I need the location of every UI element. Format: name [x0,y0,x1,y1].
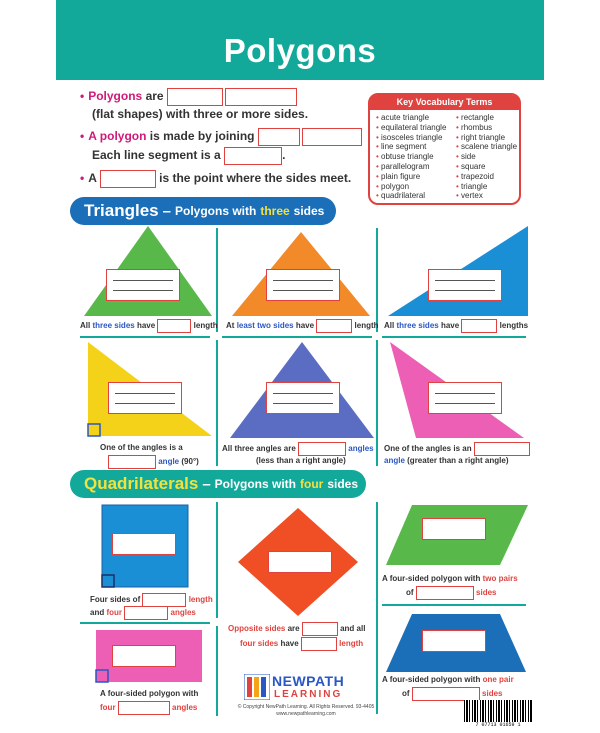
caption-isosceles: At least two sides have length [226,319,379,333]
bullet-dot-icon: • [80,129,85,144]
caption-equilateral: All three sides have length [80,319,218,333]
caption-right: One of the angles is a [100,443,183,452]
vocab-term: • square [456,162,517,172]
blank-box[interactable] [316,319,352,333]
blank-box[interactable] [167,88,223,106]
quadrilaterals-heading: Quadrilaterals – Polygons with four sides [70,470,366,498]
vocab-term: • line segment [376,142,446,152]
answer-box[interactable] [422,518,486,540]
answer-box[interactable] [112,533,176,555]
bullet-2-line2: Each line segment is a . [92,147,285,165]
poster [56,0,544,733]
answer-box[interactable] [428,269,502,301]
grid-divider [216,626,218,716]
blank-box[interactable] [118,701,170,715]
blank-box[interactable] [100,170,156,188]
caption-rectangle-2: four angles [100,701,197,715]
grid-divider [80,336,210,338]
caption-obtuse: One of the angles is an [384,442,530,456]
answer-box[interactable] [108,382,182,414]
answer-box[interactable] [266,269,340,301]
bullet-3: • A is the point where the sides meet. [80,170,351,188]
vocab-term: • plain figure [376,172,446,182]
caption-trapezoid-2: of sides [402,687,503,701]
vocabulary-column-2 [456,113,517,201]
triangles-heading: Triangles – Polygons with three sides [70,197,336,225]
copyright: © Copyright NewPath Learning. All Rights Reserved. 93-4405 www.newpathlearning.com [237,704,375,717]
caption-square-2: and four angles [90,606,196,620]
blank-box[interactable] [225,88,297,106]
blank-box[interactable] [224,147,282,165]
logo-text: NEWPATH [272,673,345,689]
answer-box[interactable] [266,382,340,414]
grid-divider [376,228,378,332]
blank-box[interactable] [461,319,497,333]
answer-box[interactable] [106,269,180,301]
vocabulary-title: Key Vocabulary Terms [370,95,519,110]
page-title: Polygons [223,32,377,69]
vocab-term: • polygon [376,182,446,192]
blank-box[interactable] [298,442,346,456]
blank-box[interactable] [258,128,300,146]
bullet-2: • A polygon is made by joining [80,128,362,146]
vocab-term: • triangle [456,182,517,192]
caption-square: Four sides of length [90,593,213,607]
bullet-dot-icon: • [80,171,85,186]
caption-scalene: All three sides have lengths [384,319,528,333]
bullet-dot-icon: • [80,89,85,104]
grid-divider [222,336,372,338]
vocabulary-column-1 [376,113,446,201]
barcode [464,700,532,722]
vocab-term: • obtuse triangle [376,152,446,162]
blank-box[interactable] [302,622,338,636]
caption-acute-2: (less than a right angle) [256,456,346,465]
blank-box[interactable] [412,687,480,701]
grid-divider [376,610,378,714]
answer-box[interactable] [428,382,502,414]
blank-box[interactable] [416,586,474,600]
vocab-term: • rhombus [456,123,517,133]
vocab-term: • side [456,152,517,162]
caption-parallelogram: A four-sided polygon with two pairs [382,574,518,583]
barcode-number: 7 07713 01659 1 [475,722,521,728]
vocab-term: • scalene triangle [456,142,517,152]
vocab-term: • vertex [456,191,517,201]
logo-mark-icon [244,674,270,700]
caption-parallelogram-2: of sides [406,586,497,600]
caption-acute: All three angles are angles [222,442,374,456]
vocab-term: • quadrilateral [376,191,446,201]
blank-box[interactable] [124,606,168,620]
grid-divider [216,340,218,466]
vocabulary-box [368,93,521,205]
caption-rectangle: A four-sided polygon with [100,689,199,698]
vocab-term: • isosceles triangle [376,133,446,143]
grid-divider [382,336,526,338]
blank-box[interactable] [157,319,191,333]
newpath-logo [244,672,354,704]
grid-divider [376,502,378,618]
grid-divider [216,502,218,618]
grid-divider [376,340,378,466]
grid-divider [80,622,210,624]
answer-box[interactable] [112,645,176,667]
caption-trapezoid: A four-sided polygon with one pair [382,675,514,684]
vocab-term: • rectangle [456,113,517,123]
blank-box[interactable] [474,442,530,456]
answer-box[interactable] [422,630,486,652]
bullet-1: • Polygons are [80,88,297,106]
bullet-1-line2: (flat shapes) with three or more sides. [92,107,309,121]
grid-divider [382,604,526,606]
header-banner [56,0,544,80]
caption-obtuse-2: angle (greater than a right angle) [384,456,509,465]
caption-right-2: angle (90°) [108,455,199,469]
blank-box[interactable] [302,128,362,146]
vocab-term: • right triangle [456,133,517,143]
caption-rhombus-2: four sides have length [240,637,363,651]
vocab-term: • acute triangle [376,113,446,123]
caption-rhombus: Opposite sides are and all [228,622,365,636]
answer-box[interactable] [268,551,332,573]
blank-box[interactable] [301,637,337,651]
vocab-term: • equilateral triangle [376,123,446,133]
vocab-term: • trapezoid [456,172,517,182]
blank-box[interactable] [142,593,186,607]
vocab-term: • parallelogram [376,162,446,172]
logo-subtext: LEARNING [274,689,343,700]
blank-box[interactable] [108,455,156,469]
